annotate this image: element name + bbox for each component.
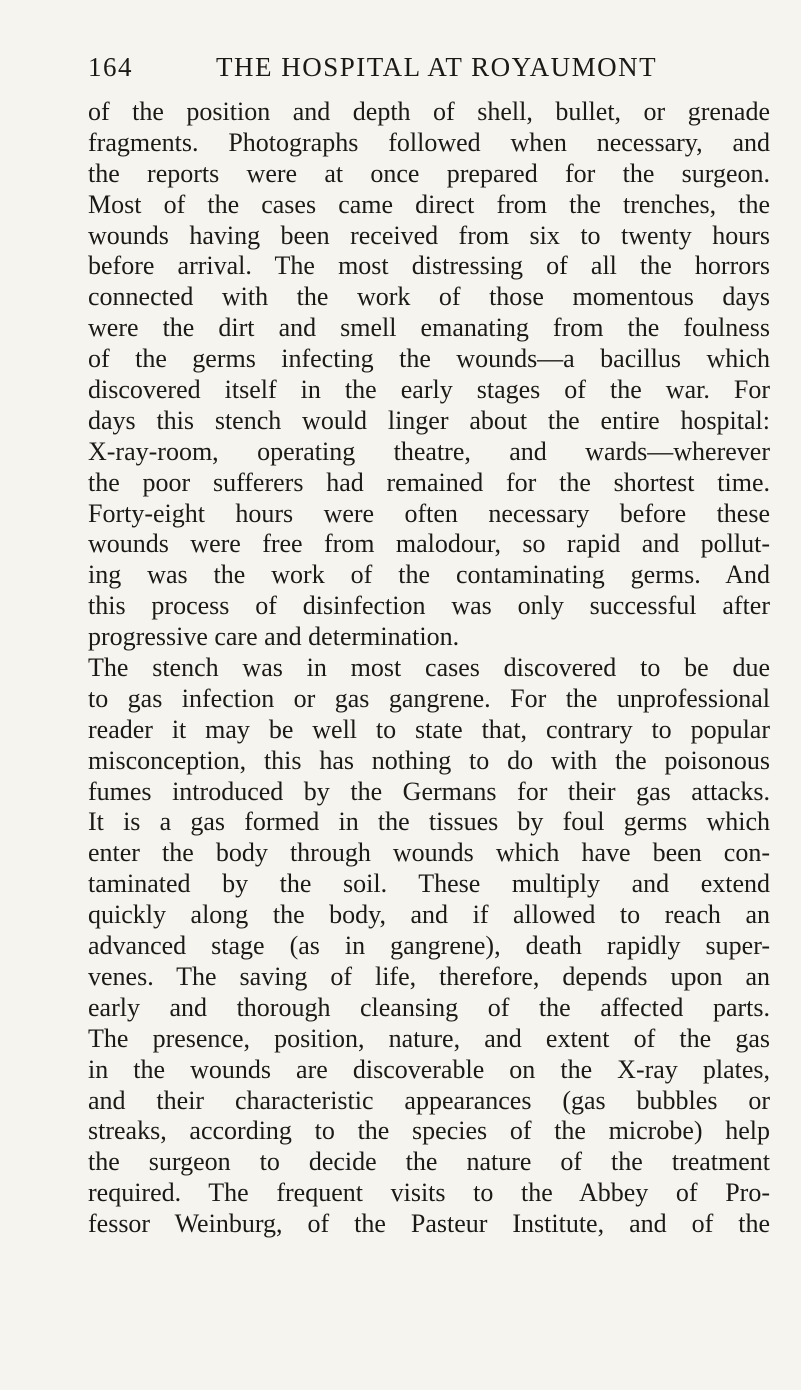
text-line: days this stench would linger about the entire hospital: xyxy=(88,405,770,435)
text-line: enter the body through wounds which have been con- xyxy=(88,838,770,868)
text-line: to gas infection or gas gangrene. For the unprofessional xyxy=(88,683,770,713)
text-line: It is a gas formed in the tissues by foul germs which xyxy=(88,807,770,837)
text-line: misconception, this has nothing to do with the poisonous xyxy=(88,745,770,775)
text-line: of the germs infecting the wounds—a bacillus which xyxy=(88,344,770,374)
text-line: The stench was in most cases discovered to be due xyxy=(88,653,770,683)
text-line: were the dirt and smell emanating from the foulness xyxy=(88,313,770,343)
text-line: wounds were free from malodour, so rapid and pollut- xyxy=(88,529,770,559)
text-line: early and thorough cleansing of the affected parts. xyxy=(88,992,770,1022)
text-line: ing was the work of the contaminating germs. And xyxy=(88,560,770,590)
text-line: taminated by the soil. These multiply and extend xyxy=(88,869,770,899)
page-number: 164 xyxy=(88,52,133,82)
text-line: in the wounds are discoverable on the X-ray plates, xyxy=(88,1054,770,1084)
text-line: and their characteristic appearances (gas bubbles or xyxy=(88,1085,770,1115)
text-line: progressive care and determination. xyxy=(88,622,460,652)
text-line: X-ray-room, operating theatre, and wards—wherever xyxy=(88,436,770,466)
text-line: reader it may be well to state that, contrary to popular xyxy=(88,714,770,744)
text-line: fessor Weinburg, of the Pasteur Institute, and of the xyxy=(88,1209,770,1239)
text-line: streaks, according to the species of the microbe) help xyxy=(88,1116,770,1146)
text-line: the reports were at once prepared for the surgeon. xyxy=(88,158,770,188)
text-line: connected with the work of those momentous days xyxy=(88,282,770,312)
text-line: The presence, position, nature, and extent of the gas xyxy=(88,1023,770,1053)
body-text xyxy=(88,97,770,1240)
running-title: THE HOSPITAL AT ROYAUMONT xyxy=(216,52,658,82)
text-line: fragments. Photographs followed when necessary, and xyxy=(88,127,770,157)
text-line: discovered itself in the early stages of the war. For xyxy=(88,375,770,405)
text-line: fumes introduced by the Germans for their gas attacks. xyxy=(88,776,770,806)
text-line: before arrival. The most distressing of all the horrors xyxy=(88,251,770,281)
text-line: the surgeon to decide the nature of the treatment xyxy=(88,1147,770,1177)
running-head xyxy=(88,45,753,89)
text-line: advanced stage (as in gangrene), death rapidly super- xyxy=(88,931,770,961)
text-line: wounds having been received from six to twenty hours xyxy=(88,220,770,250)
text-line: this process of disinfection was only successful after xyxy=(88,591,770,621)
text-line: venes. The saving of life, therefore, depends upon an xyxy=(88,961,770,991)
text-line: required. The frequent visits to the Abbey of Pro- xyxy=(88,1178,770,1208)
text-line: Most of the cases came direct from the trenches, the xyxy=(88,189,770,219)
text-line: quickly along the body, and if allowed to reach an xyxy=(88,900,770,930)
text-line: of the position and depth of shell, bullet, or grenade xyxy=(88,97,770,126)
text-line: Forty-eight hours were often necessary before these xyxy=(88,498,770,528)
text-line: the poor sufferers had remained for the shortest time. xyxy=(88,467,770,497)
